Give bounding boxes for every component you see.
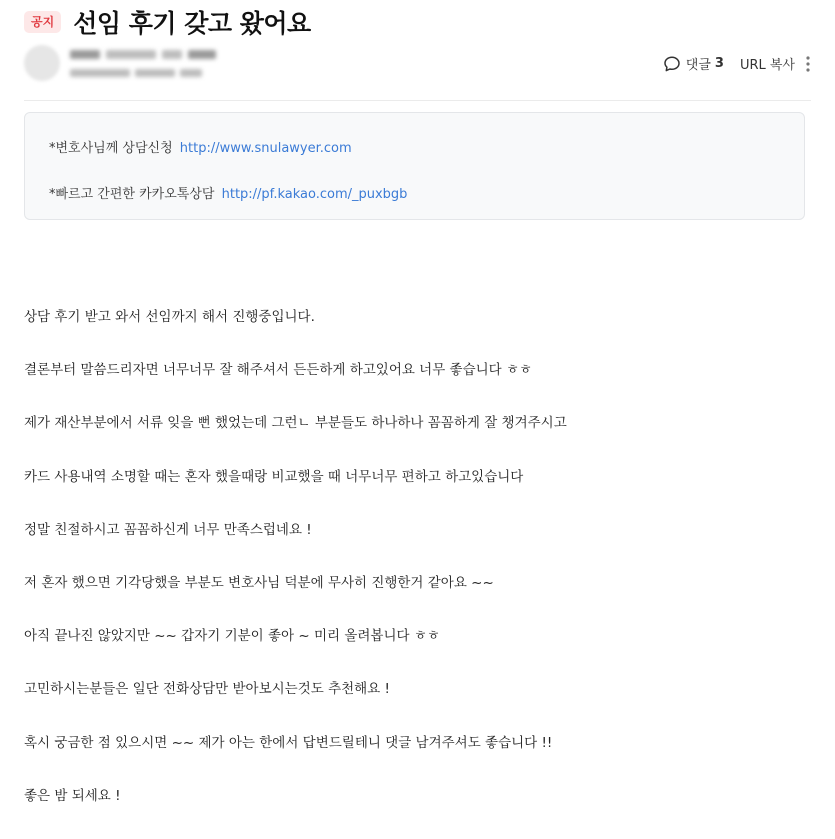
snulawyer-link[interactable]: http://www.snulawyer.com (179, 141, 352, 156)
body-paragraph: 고민하시는분들은 일단 전화상담만 받아보시는것도 추천해요 ! (24, 681, 390, 698)
info-kakao-text: *빠르고 간편한 카카오톡상담 (49, 187, 215, 202)
comment-button[interactable] (663, 54, 724, 73)
comment-count: 3 (714, 56, 724, 71)
body-paragraph: 좋은 밤 되세요 ! (24, 787, 121, 804)
post-header (24, 4, 811, 40)
body-paragraph: 혹시 궁금한 점 있으시면 ~~ 제가 아는 한에서 답변드릴테니 댓글 남겨주셔도 좋습니다 !! (24, 734, 553, 751)
header-divider (24, 100, 811, 101)
body-paragraph: 카드 사용내역 소명할 때는 혼자 했을때랑 비교했을 때 너무너무 편하고 하고있습니다 (24, 468, 524, 485)
vertical-dots-icon[interactable] (805, 55, 811, 73)
info-line-kakao (49, 183, 407, 202)
info-line-consult (49, 137, 352, 156)
body-paragraph: 제가 재산부분에서 서류 잊을 뻔 했었는데 그런ㄴ 부분들도 하나하나 꼼꼼하게 잘 챙겨주시고 (24, 415, 567, 432)
author-avatar[interactable] (24, 45, 60, 81)
speech-bubble-icon (663, 55, 681, 73)
body-paragraph: 정말 친절하시고 꼼꼼하신게 너무 만족스럽네요 ! (24, 521, 312, 538)
post-actions (663, 54, 811, 73)
body-paragraph: 아직 끝나진 않았지만 ~~ 갑자기 기분이 좋아 ~ 미리 올려봅니다 ㅎㅎ (24, 628, 440, 645)
body-paragraph: 저 혼자 했으면 기각당했을 부분도 변호사님 덕분에 무사히 진행한거 같아요 ~~ (24, 574, 494, 591)
author-name-redacted[interactable] (70, 49, 216, 59)
post-meta (24, 44, 811, 88)
post-title: 선임 후기 갖고 왔어요 (73, 9, 311, 38)
post-body (24, 307, 811, 839)
kakao-link[interactable]: http://pf.kakao.com/_puxbgb (221, 187, 408, 202)
comment-label: 댓글 (685, 58, 711, 73)
notice-badge: 공지 (24, 11, 61, 33)
body-paragraph: 결론부터 말씀드리자면 너무너무 잘 해주셔서 든든하게 하고있어요 너무 좋습니다 ㅎㅎ (24, 362, 533, 379)
post-date-redacted (70, 69, 202, 77)
url-copy-button[interactable]: URL 복사 (739, 58, 795, 73)
info-consult-text: *변호사님께 상담신청 (49, 141, 173, 156)
contact-info-box (24, 112, 805, 220)
body-paragraph: 상담 후기 받고 와서 선임까지 해서 진행중입니다. (24, 309, 315, 325)
